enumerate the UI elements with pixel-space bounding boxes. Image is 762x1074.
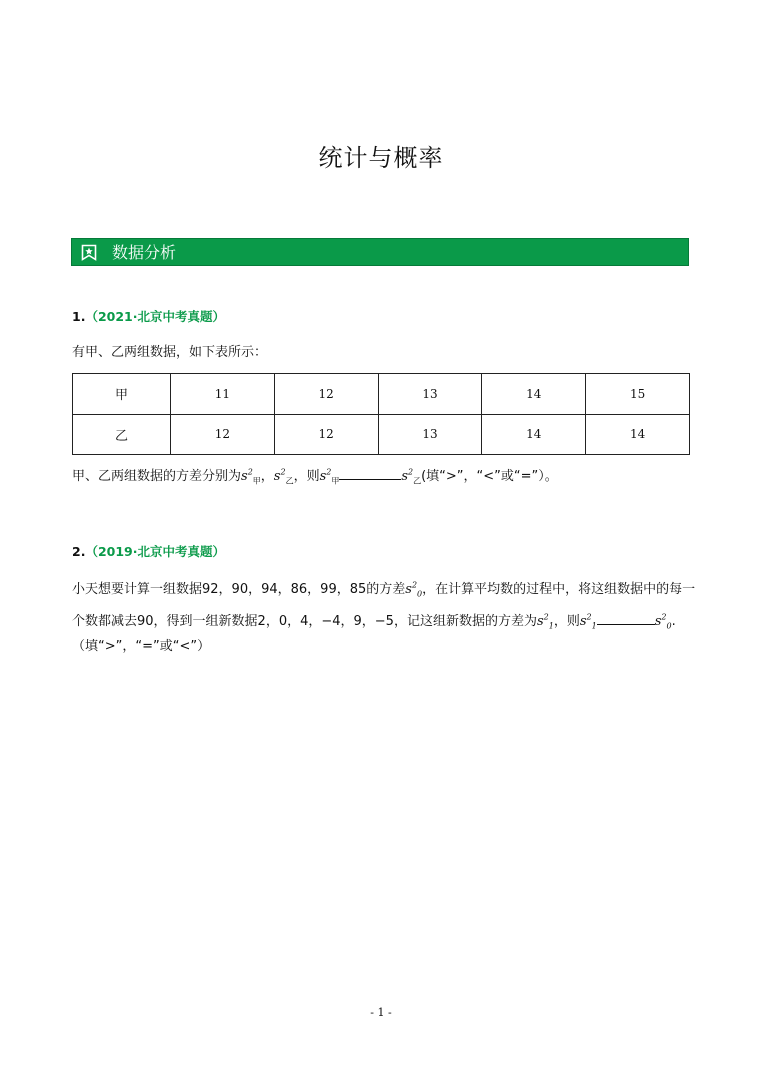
- data-table: [72, 373, 690, 455]
- row-label: 甲: [73, 374, 171, 415]
- question-1-header: [72, 309, 225, 325]
- answer-blank[interactable]: [339, 466, 401, 480]
- table-cell: 11: [171, 374, 275, 415]
- table-cell: 12: [274, 374, 378, 415]
- question-1-text: 甲、乙两组数据的方差分别为$s^2_甲$，$s^2_乙$，则$s^2_甲$ $s^2_乙$(填“>”，“<”或“=”）。: [72, 467, 558, 486]
- question-1-intro: 有甲、乙两组数据，如下表所示：: [72, 345, 268, 360]
- variance-s0: $s^2_0$: [654, 612, 672, 631]
- variance-s-jia: $s^2_甲$: [319, 467, 340, 486]
- variance-s-yi: $s^2_乙$: [401, 467, 422, 486]
- variance-s-jia: $s^2_甲$: [241, 467, 261, 486]
- variance-s0: $s^2_0$: [405, 580, 423, 599]
- table-cell: 14: [482, 414, 586, 455]
- variance-s1: $s^2_1$: [579, 612, 597, 631]
- section-header: [71, 238, 689, 266]
- bookmark-star-icon: [81, 244, 97, 261]
- table-cell: 14: [482, 374, 586, 415]
- question-number: 1.: [72, 309, 86, 324]
- variance-s-yi: $s^2_乙$: [273, 467, 294, 486]
- question-2-line-3: （填“>”，“=”或“<”）: [72, 639, 211, 654]
- page-number: - 1 -: [370, 1006, 392, 1019]
- question-2-line-1: 小天想要计算一组数据92，90，94，86，99，85的方差$s^2_0$，在计算平均数的过程中，将这组数据中的每一: [72, 580, 696, 599]
- table-cell: 13: [378, 414, 482, 455]
- question-number: 2.: [72, 544, 86, 559]
- table-cell: 14: [586, 414, 690, 455]
- page-title: 统计与概率: [318, 144, 444, 172]
- table-row: [73, 414, 690, 455]
- row-label: 乙: [73, 414, 171, 455]
- section-title: 数据分析: [112, 243, 177, 262]
- table-cell: 13: [378, 374, 482, 415]
- answer-blank[interactable]: [597, 611, 655, 625]
- variance-s1: $s^2_1$: [536, 612, 554, 631]
- table-cell: 12: [171, 414, 275, 455]
- table-row: [73, 374, 690, 415]
- table-cell: 15: [586, 374, 690, 415]
- question-source-tag: （2021·北京中考真题）: [85, 309, 225, 324]
- question-2-line-2: 个数都减去90，得到一组新数据2，0，4，−4，9，−5，记这组新数据的方差为$s^2_1$，则$s^2_1$ $s^2_0$.: [72, 612, 676, 631]
- question-source-tag: （2019·北京中考真题）: [85, 544, 225, 559]
- table-cell: 12: [274, 414, 378, 455]
- question-2-header: [72, 544, 225, 560]
